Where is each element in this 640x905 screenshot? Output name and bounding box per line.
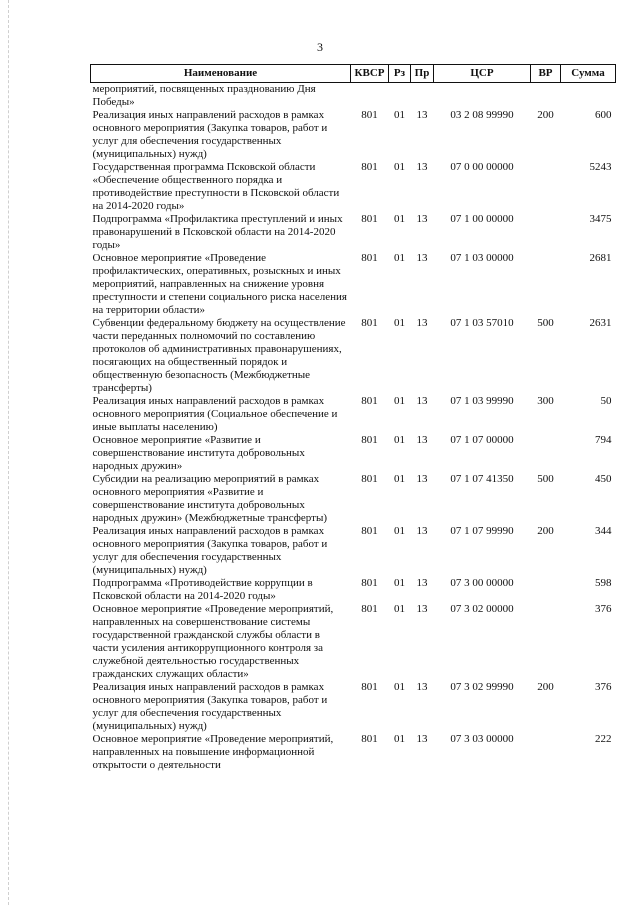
scan-edge-line: [8, 0, 9, 905]
row-csr-cell: 07 1 03 57010: [450, 317, 514, 329]
row-sum-cell: 3475: [589, 213, 612, 225]
row-name-cell: Реализация иных направлений расходов в рамках основного мероприятия (Закупка товаров, работ и услуг для обеспечения государственных (муниципальных) нужд): [92, 525, 328, 576]
table-row: [91, 525, 616, 577]
row-sum-cell: 2681: [589, 252, 612, 264]
row-csr-cell: 07 0 00 00000: [450, 161, 514, 173]
row-pr-cell: 13: [416, 213, 428, 225]
table-row: [91, 83, 616, 110]
row-rz-cell: 01: [394, 213, 405, 225]
row-sum-cell: 2631: [589, 317, 612, 329]
row-rz-cell: 01: [394, 109, 405, 121]
row-sum-cell: 450: [595, 473, 612, 485]
budget-table: [90, 64, 616, 772]
row-name-cell: Основное мероприятие «Проведение мероприятий, направленных на совершенствование системы государственной гражданской службы области в части усиления антикоррупционного контроля за служебной деятельностью государственных гражданских служащих области»: [92, 603, 334, 680]
row-csr-cell: 07 1 03 00000: [450, 252, 514, 264]
header-rz: Рз: [389, 65, 411, 83]
row-rz-cell: 01: [394, 434, 405, 446]
table-row: [91, 681, 616, 733]
row-name-cell: Реализация иных направлений расходов в рамках основного мероприятия (Закупка товаров, работ и услуг для обеспечения государственных (муниципальных) нужд): [92, 109, 328, 160]
row-pr-cell: 13: [416, 603, 428, 615]
row-pr-cell: 13: [416, 473, 428, 485]
row-vr-cell: [531, 603, 561, 681]
row-rz-cell: 01: [394, 395, 405, 407]
row-kvsr-cell: 801: [361, 252, 378, 264]
row-pr-cell: 13: [416, 395, 428, 407]
table-row: [91, 252, 616, 317]
row-pr-cell: 13: [416, 109, 428, 121]
row-sum-cell: 5243: [589, 161, 612, 173]
row-pr-cell: 13: [416, 681, 428, 693]
header-pr: Пр: [411, 65, 434, 83]
row-vr-cell: [531, 83, 561, 110]
row-sum-cell: 794: [595, 434, 612, 446]
table-row: [91, 473, 616, 525]
row-csr-cell: [434, 83, 531, 110]
row-pr-cell: 13: [416, 525, 428, 537]
table-row: [91, 317, 616, 395]
row-kvsr-cell: 801: [361, 733, 378, 745]
row-csr-cell: 07 3 02 99990: [450, 681, 514, 693]
row-pr-cell: 13: [416, 733, 428, 745]
row-rz-cell: 01: [394, 681, 405, 693]
row-name-cell: мероприятий, посвященных празднованию Дня Победы»: [92, 83, 316, 108]
row-csr-cell: 07 3 03 00000: [450, 733, 514, 745]
row-vr-cell: [531, 434, 561, 473]
row-vr-cell: [531, 252, 561, 317]
row-kvsr-cell: 801: [361, 434, 378, 446]
row-rz-cell: [389, 83, 411, 110]
row-pr-cell: 13: [416, 434, 428, 446]
row-name-cell: Реализация иных направлений расходов в рамках основного мероприятия (Социальное обеспечение и иные выплаты населению): [92, 395, 338, 433]
row-rz-cell: 01: [394, 525, 405, 537]
row-pr-cell: 13: [416, 161, 428, 173]
row-sum-cell: 376: [595, 603, 612, 615]
row-name-cell: Реализация иных направлений расходов в рамках основного мероприятия (Закупка товаров, работ и услуг для обеспечения государственных (муниципальных) нужд): [92, 681, 328, 732]
row-kvsr-cell: [351, 83, 389, 110]
row-kvsr-cell: 801: [361, 109, 378, 121]
row-name-cell: Основное мероприятие «Развитие и совершенствование института добровольных народных дружин»: [92, 434, 305, 472]
row-vr-cell: 200: [537, 525, 554, 537]
row-kvsr-cell: 801: [361, 395, 378, 407]
row-rz-cell: 01: [394, 317, 405, 329]
row-csr-cell: 03 2 08 99990: [450, 109, 514, 121]
row-rz-cell: 01: [394, 161, 405, 173]
row-sum-cell: 600: [595, 109, 612, 121]
budget-table-container: [90, 64, 615, 772]
row-sum-cell: 50: [600, 395, 612, 407]
table-row: [91, 577, 616, 603]
table-row: [91, 733, 616, 772]
row-csr-cell: 07 1 00 00000: [450, 213, 514, 225]
row-vr-cell: 500: [537, 473, 554, 485]
row-name-cell: Основное мероприятие «Проведение профилактических, оперативных, розыскных и иных мероприятий, направленных на снижение уровня преступности и степени социального риска населения на территории области»: [92, 252, 347, 316]
row-kvsr-cell: 801: [361, 161, 378, 173]
page-number: 3: [317, 40, 323, 54]
row-pr-cell: 13: [416, 317, 428, 329]
row-csr-cell: 07 1 07 00000: [450, 434, 514, 446]
row-name-cell: Субсидии на реализацию мероприятий в рамках основного мероприятия «Развитие и совершенствование института добровольных народных дружин» (Межбюджетные трансферты): [92, 473, 328, 524]
row-kvsr-cell: 801: [361, 681, 378, 693]
row-name-cell: Подпрограмма «Противодействие коррупции в Псковской области на 2014-2020 годы»: [92, 577, 313, 602]
row-vr-cell: 300: [537, 395, 554, 407]
row-csr-cell: 07 3 02 00000: [450, 603, 514, 615]
row-rz-cell: 01: [394, 252, 405, 264]
row-name-cell: Подпрограмма «Профилактика преступлений и иных правонарушений в Псковской области на 2014-2020 годы»: [92, 213, 343, 251]
row-kvsr-cell: 801: [361, 473, 378, 485]
row-csr-cell: 07 1 07 41350: [450, 473, 514, 485]
row-kvsr-cell: 801: [361, 577, 378, 589]
row-pr-cell: [411, 83, 434, 110]
row-sum-cell: [561, 83, 616, 110]
row-sum-cell: 598: [595, 577, 612, 589]
row-rz-cell: 01: [394, 603, 405, 615]
table-row: [91, 434, 616, 473]
row-kvsr-cell: 801: [361, 603, 378, 615]
row-csr-cell: 07 3 00 00000: [450, 577, 514, 589]
header-csr: ЦСР: [434, 65, 531, 83]
row-sum-cell: 344: [595, 525, 612, 537]
row-vr-cell: [531, 213, 561, 252]
row-kvsr-cell: 801: [361, 317, 378, 329]
row-rz-cell: 01: [394, 577, 405, 589]
table-row: [91, 395, 616, 434]
row-kvsr-cell: 801: [361, 213, 378, 225]
row-rz-cell: 01: [394, 473, 405, 485]
table-row: [91, 161, 616, 213]
table-row: [91, 109, 616, 161]
row-pr-cell: 13: [416, 252, 428, 264]
row-sum-cell: 222: [595, 733, 612, 745]
row-name-cell: Субвенции федеральному бюджету на осуществление части переданных полномочий по составлению протоколов об административных правонарушениях, посягающих на общественный порядок и общественную безопасность (Межбюджетные трансферты): [92, 317, 346, 394]
header-sum: Сумма: [561, 65, 616, 83]
row-vr-cell: 500: [537, 317, 554, 329]
table-header: [91, 65, 616, 83]
header-name: Наименование: [91, 65, 351, 83]
table-body: [91, 83, 616, 773]
row-csr-cell: 07 1 07 99990: [450, 525, 514, 537]
header-vr: ВР: [531, 65, 561, 83]
row-name-cell: Основное мероприятие «Проведение мероприятий, направленных на повышение информационной открытости о деятельности: [92, 733, 334, 771]
row-kvsr-cell: 801: [361, 525, 378, 537]
row-sum-cell: 376: [595, 681, 612, 693]
table-row: [91, 213, 616, 252]
header-kvsr: КВСР: [351, 65, 389, 83]
row-vr-cell: [531, 733, 561, 772]
row-csr-cell: 07 1 03 99990: [450, 395, 514, 407]
row-vr-cell: [531, 577, 561, 603]
row-vr-cell: [531, 161, 561, 213]
row-rz-cell: 01: [394, 733, 405, 745]
row-name-cell: Государственная программа Псковской области «Обеспечение общественного порядка и противодействие преступности в Псковской области на 2014-2020 годы»: [92, 161, 340, 212]
row-pr-cell: 13: [416, 577, 428, 589]
row-vr-cell: 200: [537, 109, 554, 121]
table-row: [91, 603, 616, 681]
row-vr-cell: 200: [537, 681, 554, 693]
